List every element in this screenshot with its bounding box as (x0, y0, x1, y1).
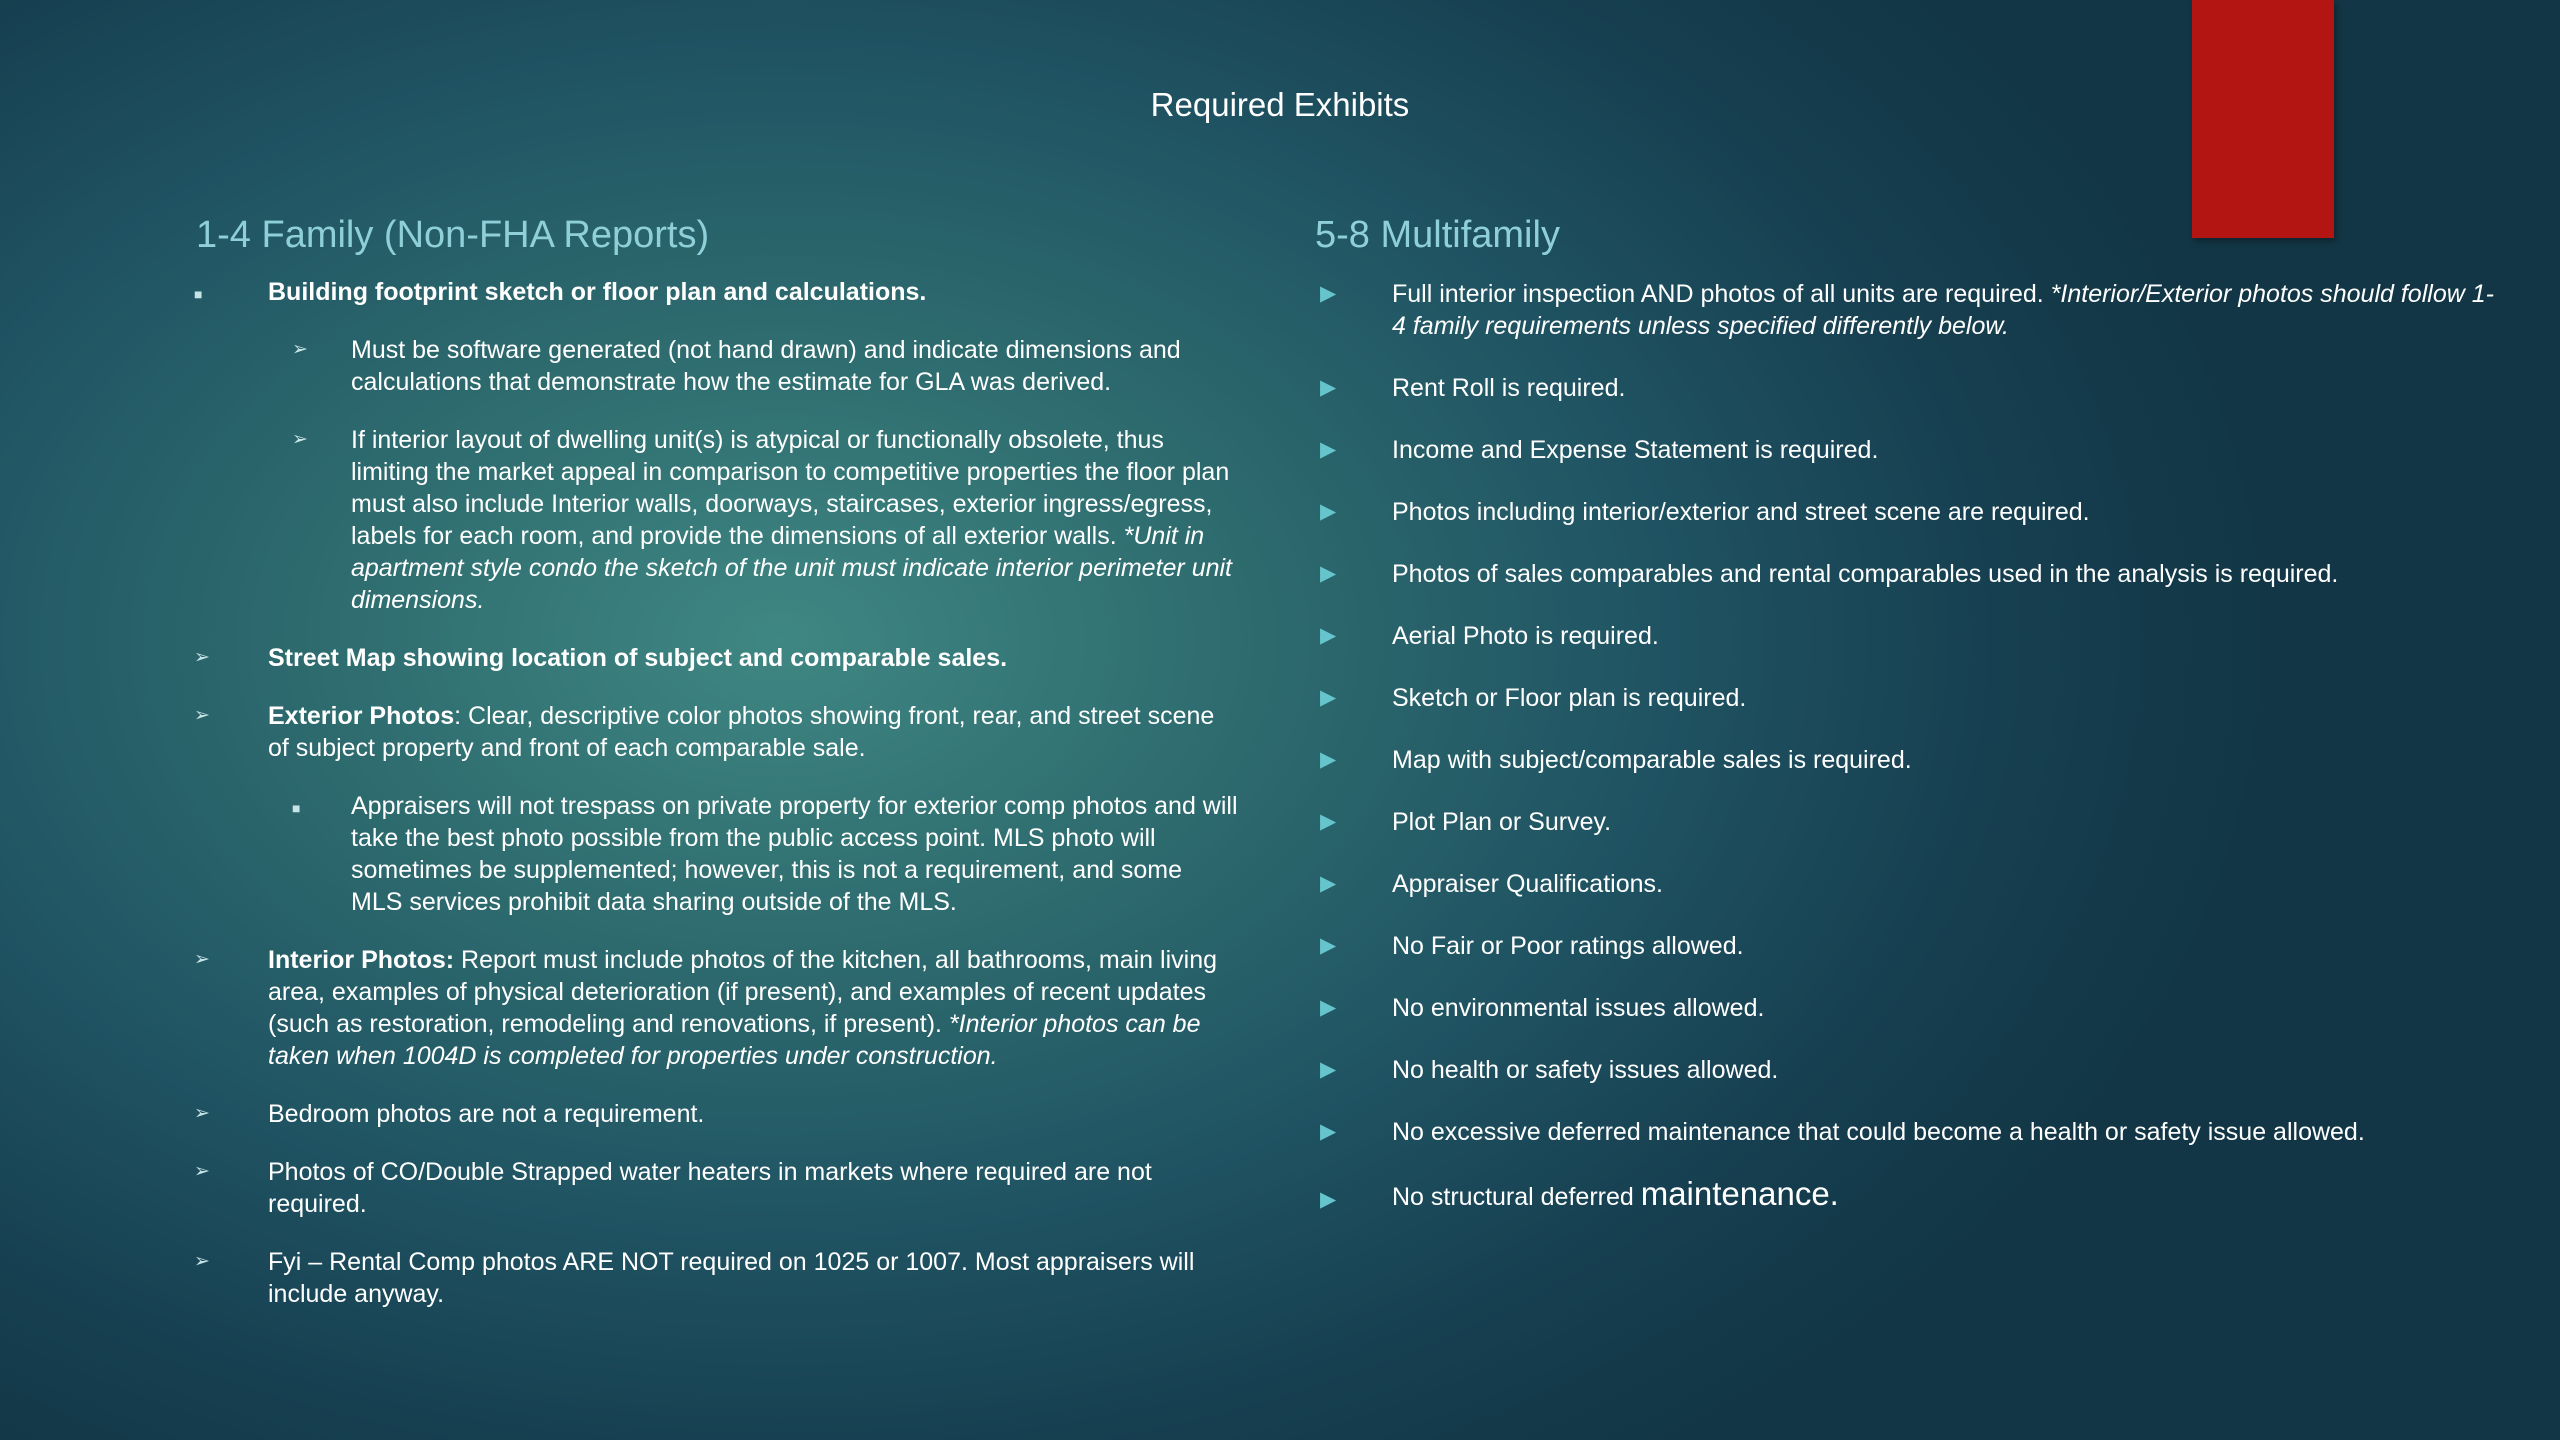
triangle-bullet-icon: ▶ (1320, 686, 1337, 709)
right-column-heading: 5-8 Multifamily (1315, 214, 1560, 256)
left-column (190, 276, 1240, 1336)
list-item (1316, 372, 2496, 404)
triangle-bullet-icon: ▶ (1320, 996, 1337, 1019)
item-text: Photos of sales comparables and rental comparables used in the analysis is required. (1392, 560, 2339, 588)
list-item (1316, 496, 2496, 528)
item-large-text: maintenance. (1640, 1175, 1839, 1212)
triangle-bullet-icon: ▶ (1320, 1120, 1337, 1143)
list-item (190, 1098, 1240, 1130)
item-text: Income and Expense Statement is required. (1392, 436, 1879, 464)
list-item (1316, 682, 2496, 714)
slide-title: Required Exhibits (1150, 86, 1410, 123)
item-text: Must be software generated (not hand drawn) and indicate dimensions and calculations that demonstrate how the estimate for GLA was derived. (351, 336, 1181, 396)
arrow-bullet-icon: ➢ (194, 1251, 210, 1272)
item-text: No health or safety issues allowed. (1392, 1056, 1779, 1084)
item-text: Aerial Photo is required. (1392, 622, 1659, 650)
square-bullet-icon: ■ (292, 800, 301, 816)
list-item (190, 1246, 1240, 1310)
arrow-bullet-icon: ➢ (292, 339, 308, 360)
item-text: Photos including interior/exterior and street scene are required. (1392, 498, 2090, 526)
triangle-bullet-icon: ▶ (1320, 872, 1337, 895)
list-item (190, 642, 1240, 674)
item-text: Fyi – Rental Comp photos ARE NOT required on 1025 or 1007. Most appraisers will include anyway. (268, 1248, 1195, 1308)
triangle-bullet-icon: ▶ (1320, 282, 1337, 305)
arrow-bullet-icon: ➢ (194, 647, 210, 668)
item-text: Appraiser Qualifications. (1392, 870, 1663, 898)
list-item (1316, 1116, 2496, 1148)
list-item (1316, 868, 2496, 900)
list-item (1316, 278, 2496, 342)
triangle-bullet-icon: ▶ (1320, 376, 1337, 399)
arrow-bullet-icon: ➢ (194, 705, 210, 726)
item-text: Photos of CO/Double Strapped water heaters in markets where required are not required. (268, 1158, 1152, 1218)
item-text: No environmental issues allowed. (1392, 994, 1765, 1022)
square-bullet-icon: ■ (194, 286, 203, 302)
item-text: If interior layout of dwelling unit(s) is atypical or functionally obsolete, thus limiting the market appeal in comparison to competitive properties the floor plan must also include Interior walls, doorways, staircases, exterior ingress/egress, labels for each room, and provide the dimensions of all exterior walls. (351, 426, 1230, 550)
list-item (190, 334, 1240, 398)
item-text: No structural deferred (1392, 1183, 1641, 1211)
item-text: Sketch or Floor plan is required. (1392, 684, 1747, 712)
item-italic-note: *Interior photos can be taken when 1004D is completed for properties under construction. (268, 1010, 1201, 1070)
list-item (1316, 434, 2496, 466)
list-item (1316, 1054, 2496, 1086)
list-item (190, 790, 1240, 918)
item-text: : Clear, descriptive color photos showing front, rear, and street scene of subject property and front of each comparable sale. (268, 702, 1215, 762)
item-bold-text: Interior Photos: (268, 946, 455, 974)
list-item (190, 424, 1240, 616)
triangle-bullet-icon: ▶ (1320, 562, 1337, 585)
item-text: No Fair or Poor ratings allowed. (1392, 932, 1744, 960)
list-item (190, 944, 1240, 1072)
list-item (190, 276, 1240, 308)
list-item (1316, 558, 2496, 590)
triangle-bullet-icon: ▶ (1320, 1058, 1337, 1081)
triangle-bullet-icon: ▶ (1320, 500, 1337, 523)
item-text: Plot Plan or Survey. (1392, 808, 1612, 836)
list-item (1316, 744, 2496, 776)
right-column (1316, 278, 2496, 1243)
item-text: Map with subject/comparable sales is required. (1392, 746, 1912, 774)
list-item (1316, 930, 2496, 962)
item-italic-note: *Unit in apartment style condo the sketch of the unit must indicate interior perimeter unit dimensions. (351, 522, 1233, 614)
item-text: Full interior inspection AND photos of all units are required. (1392, 280, 2051, 308)
triangle-bullet-icon: ▶ (1320, 748, 1337, 771)
item-bold-text: Building footprint sketch or floor plan and calculations. (268, 278, 927, 306)
list-item (1316, 806, 2496, 838)
triangle-bullet-icon: ▶ (1320, 810, 1337, 833)
arrow-bullet-icon: ➢ (194, 949, 210, 970)
list-item (1316, 992, 2496, 1024)
list-item (1316, 620, 2496, 652)
arrow-bullet-icon: ➢ (194, 1161, 210, 1182)
triangle-bullet-icon: ▶ (1320, 438, 1337, 461)
item-text: Rent Roll is required. (1392, 374, 1626, 402)
arrow-bullet-icon: ➢ (292, 429, 308, 450)
item-text: No excessive deferred maintenance that could become a health or safety issue allowed. (1392, 1118, 2365, 1146)
list-item (190, 1156, 1240, 1220)
triangle-bullet-icon: ▶ (1320, 1188, 1337, 1211)
item-bold-text: Exterior Photos (268, 702, 455, 730)
list-item (1316, 1175, 2496, 1213)
item-text: Report must include photos of the kitchen, all bathrooms, main living area, examples of physical deterioration (if present), and examples of recent updates (such as restoration, remodeling and renovations, if present). (268, 946, 1217, 1038)
triangle-bullet-icon: ▶ (1320, 934, 1337, 957)
list-item (190, 700, 1240, 764)
triangle-bullet-icon: ▶ (1320, 624, 1337, 647)
left-column-heading: 1-4 Family (Non-FHA Reports) (196, 214, 710, 256)
item-text: Appraisers will not trespass on private property for exterior comp photos and will take the best photo possible from the public access point. MLS photo will sometimes be supplemented; however, this is not a requirement, and some MLS services prohibit data sharing outside of the MLS. (351, 792, 1238, 916)
item-text: Bedroom photos are not a requirement. (268, 1100, 705, 1128)
arrow-bullet-icon: ➢ (194, 1103, 210, 1124)
item-italic-note: *Interior/Exterior photos should follow 1-4 family requirements unless specified differently below. (1392, 280, 2494, 340)
item-bold-text: Street Map showing location of subject and comparable sales. (268, 644, 1008, 672)
